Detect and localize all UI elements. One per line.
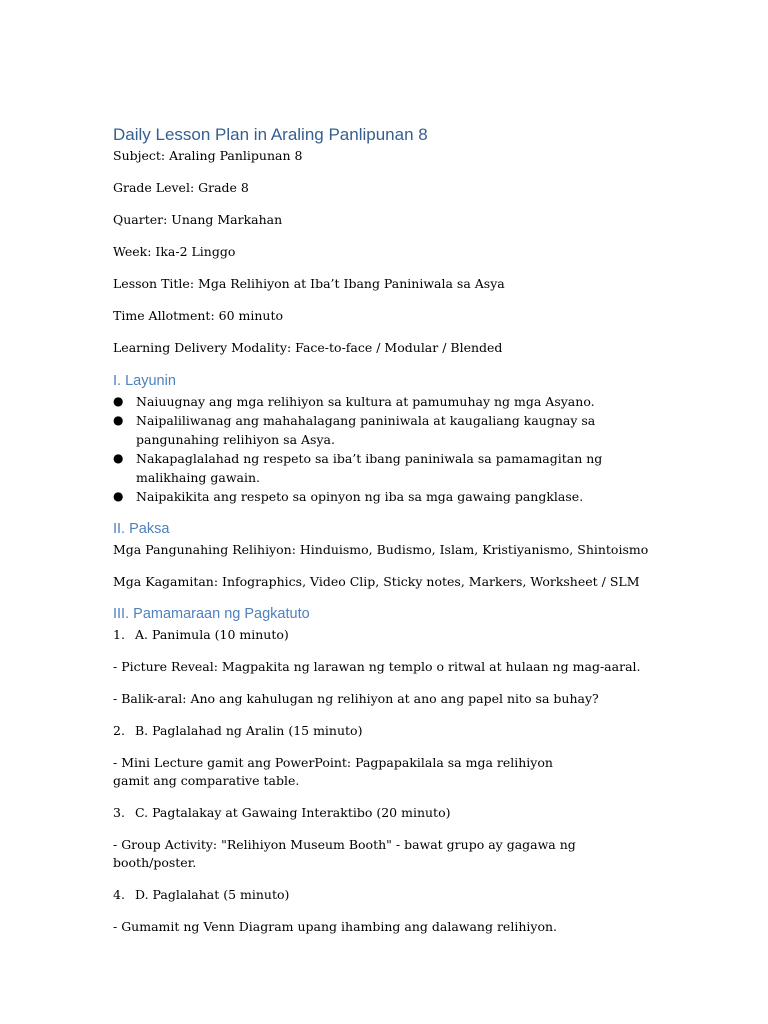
step-number: 3. xyxy=(113,805,125,820)
meta-grade-level: Grade Level: Grade 8 xyxy=(113,180,249,195)
step-number: 2. xyxy=(113,723,125,738)
step-number: 4. xyxy=(113,887,125,902)
step-title: D. Paglalahat (5 minuto) xyxy=(135,887,290,902)
paksa-kagamitan: Mga Kagamitan: Infographics, Video Clip, Sticky notes, Markers, Worksheet / SLM xyxy=(113,574,640,589)
list-item xyxy=(113,449,653,487)
list-item xyxy=(113,392,653,411)
layunin-list xyxy=(113,392,653,506)
bullet-icon: ● xyxy=(113,394,124,408)
meta-modality: Learning Delivery Modality: Face-to-face / Modular / Blended xyxy=(113,340,503,355)
step-detail: - Balik-aral: Ano ang kahulugan ng relihiyon at ano ang papel nito sa buhay? xyxy=(113,691,599,706)
step-label xyxy=(113,722,653,740)
step-label xyxy=(113,804,653,822)
step-number: 1. xyxy=(113,627,125,642)
step-title: C. Pagtalakay at Gawaing Interaktibo (20 minuto) xyxy=(135,805,451,820)
step-label xyxy=(113,626,653,644)
list-item xyxy=(113,411,653,449)
document-title: Daily Lesson Plan in Araling Panlipunan 8 xyxy=(113,125,428,144)
document-content xyxy=(113,124,653,950)
bullet-icon: ● xyxy=(113,451,124,465)
step-detail: - Picture Reveal: Magpakita ng larawan ng templo o ritwal at hulaan ng mag-aaral. xyxy=(113,659,641,674)
meta-week: Week: Ika-2 Linggo xyxy=(113,244,236,259)
section-heading-paksa: II. Paksa xyxy=(113,521,170,537)
step-label xyxy=(113,886,653,904)
step-detail: - Group Activity: "Relihiyon Museum Booth" - bawat grupo ay gagawa ng booth/poster. xyxy=(113,837,576,870)
section-heading-pamamaraan: III. Pamamaraan ng Pagkatuto xyxy=(113,606,310,622)
step-detail: - Gumamit ng Venn Diagram upang ihambing ang dalawang relihiyon. xyxy=(113,919,557,934)
section-heading-layunin: I. Layunin xyxy=(113,373,176,389)
lesson-meta xyxy=(113,147,653,357)
list-item-text: Naipaliliwanag ang mahahalagang paniniwala at kaugaliang kaugnay sa pangunahing relihiyon sa Asya. xyxy=(136,413,596,447)
paksa-relihiyon: Mga Pangunahing Relihiyon: Hinduismo, Budismo, Islam, Kristiyanismo, Shintoismo xyxy=(113,542,649,557)
meta-lesson-title: Lesson Title: Mga Relihiyon at Iba’t Ibang Paniniwala sa Asya xyxy=(113,276,505,291)
bullet-icon: ● xyxy=(113,413,124,427)
list-item xyxy=(113,487,653,506)
bullet-icon: ● xyxy=(113,489,124,503)
meta-quarter: Quarter: Unang Markahan xyxy=(113,212,283,227)
step-title: B. Paglalahad ng Aralin (15 minuto) xyxy=(135,723,363,738)
step-title: A. Panimula (10 minuto) xyxy=(135,627,289,642)
meta-time-allotment: Time Allotment: 60 minuto xyxy=(113,308,284,323)
meta-subject: Subject: Araling Panlipunan 8 xyxy=(113,148,303,163)
list-item-text: Naiuugnay ang mga relihiyon sa kultura at pamumuhay ng mga Asyano. xyxy=(136,394,595,409)
list-item-text: Naipakikita ang respeto sa opinyon ng iba sa mga gawaing pangklase. xyxy=(136,489,584,504)
step-detail: - Mini Lecture gamit ang PowerPoint: Pagpapakilala sa mga relihiyon gamit ang comparative table. xyxy=(113,755,553,788)
list-item-text: Nakapaglalahad ng respeto sa iba’t ibang paniniwala sa pamamagitan ng malikhaing gawain. xyxy=(136,451,603,485)
